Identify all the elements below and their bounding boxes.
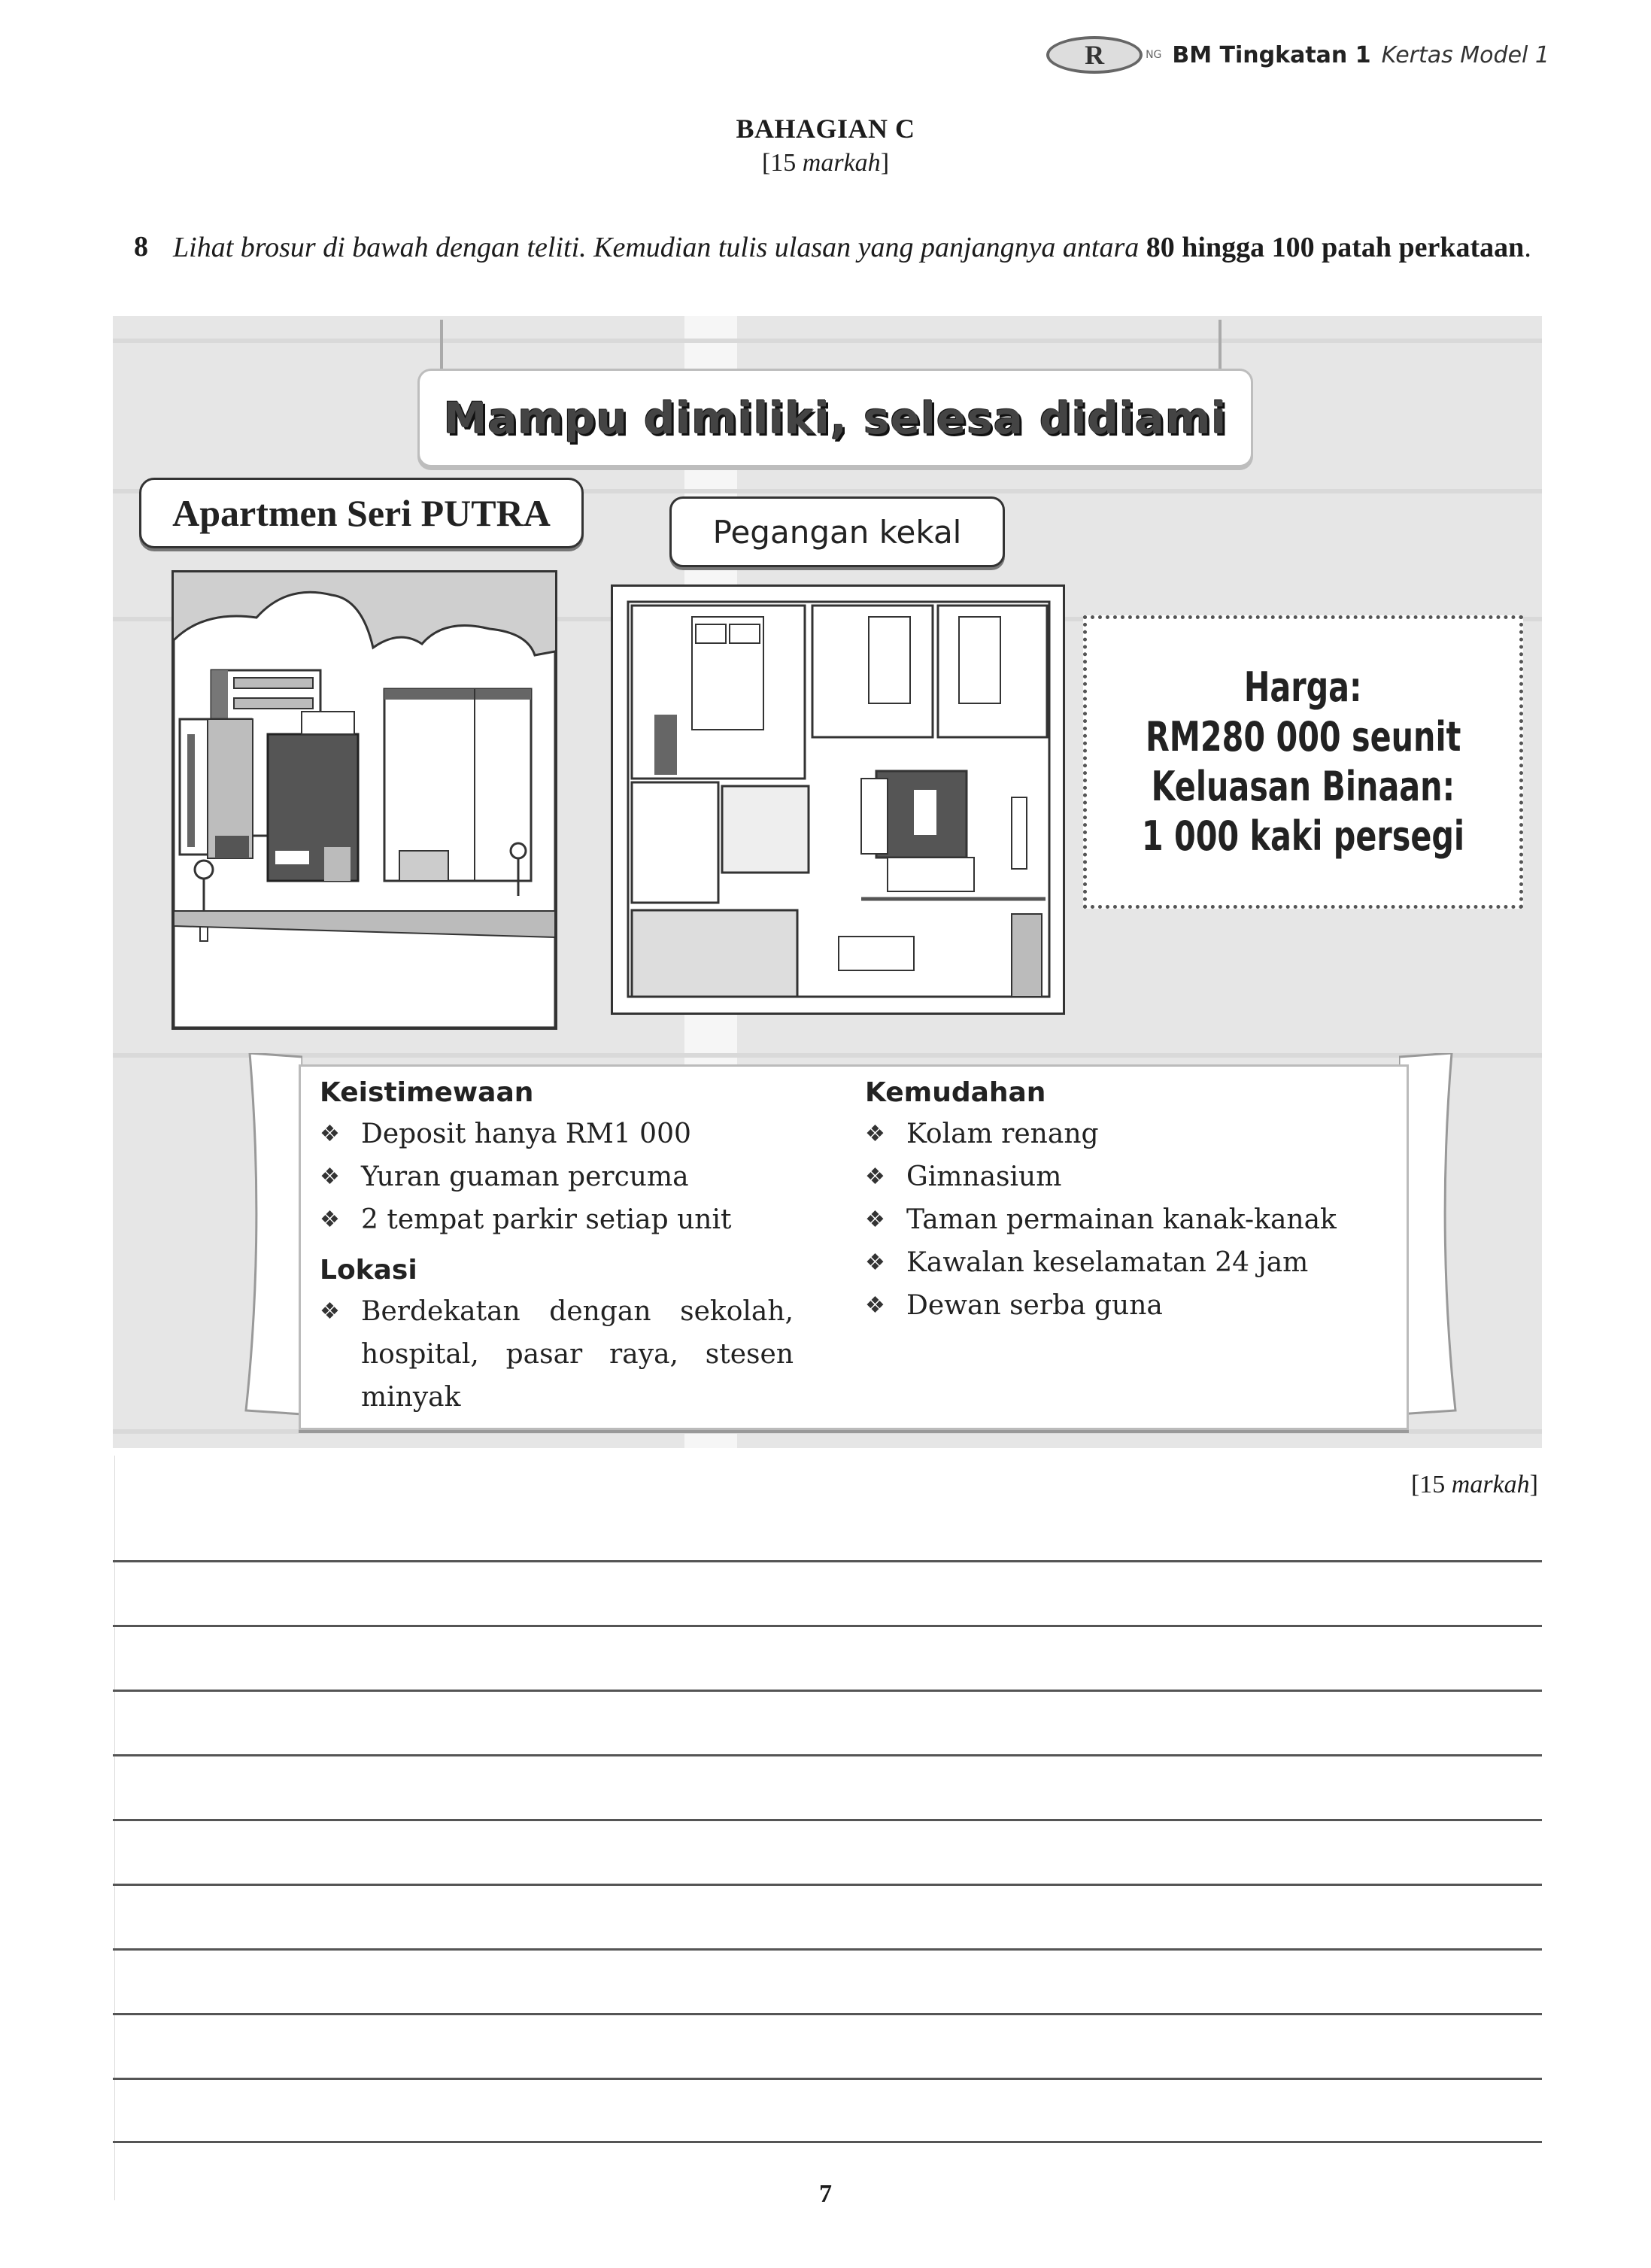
diamond-bullet-icon: ❖ [320,1298,340,1325]
area-label: Keluasan Binaan: [1151,763,1455,810]
diamond-bullet-icon: ❖ [865,1207,885,1233]
list-item: ❖ 2 tempat parkir setiap unit [320,1198,794,1241]
question-number: 8 [134,231,148,263]
list-item: ❖ Gimnasium [865,1155,1392,1198]
publisher-logo: R [1046,36,1143,74]
section-title: BAHAGIAN C [736,114,915,144]
hanging-string [1219,320,1222,372]
diamond-bullet-icon: ❖ [865,1164,885,1190]
answer-line[interactable] [113,2141,1542,2143]
answer-line[interactable] [113,1819,1542,1821]
answer-marks: [15 markah] [1410,1471,1538,1498]
answer-line[interactable] [113,1884,1542,1886]
answer-line[interactable] [113,2078,1542,2080]
slogan-banner [417,369,1253,467]
section-marks: [15 markah] [761,149,890,177]
hanging-string [440,320,443,372]
diamond-bullet-icon: ❖ [865,1292,885,1319]
list-item: ❖ Taman permainan kanak-kanak [865,1198,1392,1241]
diamond-bullet-icon: ❖ [320,1207,340,1233]
answer-line[interactable] [113,1560,1542,1562]
margin-rule [114,1456,115,2200]
list-item: ❖ Kolam renang [865,1113,1392,1155]
list-item: ❖ Deposit hanya RM1 000 [320,1113,794,1155]
apartment-name: Apartmen Seri PUTRA [172,492,551,534]
question-instruction: Lihat brosur di bawah dengan teliti. Kemudian tulis ulasan yang panjangnya antara 80 hingga 100 patah perkataan. [173,232,1531,263]
heading-keistimewaan: Keistimewaan [320,1077,534,1108]
list-item: ❖ Kawalan keselamatan 24 jam [865,1241,1392,1284]
diamond-bullet-icon: ❖ [320,1164,340,1190]
page-header [1046,36,1549,74]
tenure-box [669,496,1005,567]
diamond-bullet-icon: ❖ [320,1121,340,1147]
list-item: ❖ Yuran guaman percuma [320,1155,794,1198]
page-number: 7 [819,2180,832,2208]
ribbon-flap-left [242,1053,302,1422]
diamond-bullet-icon: ❖ [865,1249,885,1276]
diamond-bullet-icon: ❖ [865,1121,885,1147]
price-label: Harga: [1244,663,1362,711]
tenure-text: Pegangan kekal [712,513,962,551]
floor-plan-illustration [611,584,1065,1015]
apartment-name-box [139,478,584,548]
area-value: 1 000 kaki persegi [1141,812,1465,860]
column-left [320,1077,794,1419]
answer-line[interactable] [113,1754,1542,1756]
features-box [299,1064,1409,1430]
heading-lokasi: Lokasi [320,1255,417,1286]
answer-line[interactable] [113,1625,1542,1627]
answer-line[interactable] [113,1948,1542,1951]
building-illustration [171,570,557,1030]
answer-line[interactable] [113,1690,1542,1692]
publisher-logo-suffix: NG [1146,49,1162,61]
list-item: ❖ Dewan serba guna [865,1284,1392,1327]
paper-title: Kertas Model 1 [1381,41,1549,68]
book-title: BM Tingkatan 1 [1172,41,1371,68]
column-right [865,1077,1392,1327]
heading-kemudahan: Kemudahan [865,1077,1046,1108]
price-info-box [1083,615,1523,909]
slogan-text: Mampu dimiliki, selesa didiami [443,392,1228,444]
list-item: ❖ Berdekatan dengan sekolah, hospital, pasar raya, stesen minyak [320,1290,794,1419]
price-value: RM280 000 seunit [1145,713,1461,761]
answer-line[interactable] [113,2013,1542,2015]
